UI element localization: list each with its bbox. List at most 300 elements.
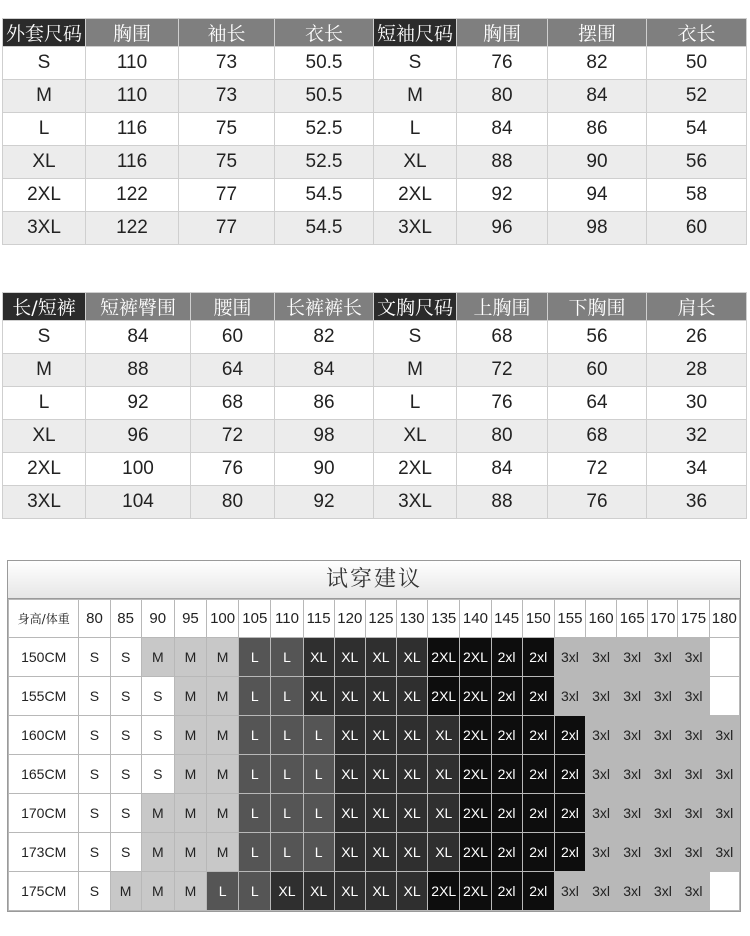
table-cell: 54.5 [275,179,374,212]
table-cell: 80 [457,420,548,453]
size-cell: XL [303,638,334,677]
size-cell: S [79,755,110,794]
table-cell: 36 [647,486,747,519]
column-header: 衣长 [647,19,747,47]
size-cell: 3xl [648,872,678,911]
size-cell: M [207,794,239,833]
size-cell: XL [397,677,428,716]
size-cell: 2XL [460,677,491,716]
size-cell: L [207,872,239,911]
weight-header: 125 [365,600,396,638]
table-cell: 86 [548,113,647,146]
table-header-row [3,19,747,47]
table-cell: 92 [86,387,191,420]
table-cell: XL [3,146,86,179]
size-cell: 3xl [585,833,616,872]
column-header: 肩长 [647,293,747,321]
size-cell: S [110,794,141,833]
table-cell: 56 [647,146,747,179]
table-cell: M [374,80,457,113]
table-cell: M [3,80,86,113]
table-cell: 80 [191,486,275,519]
column-header: 摆围 [548,19,647,47]
size-cell: L [239,794,271,833]
table-row [3,420,747,453]
size-cell: 3xl [617,833,648,872]
size-cell: XL [365,716,396,755]
table-row [3,47,747,80]
pants-bra-size-table [2,292,747,519]
table-row [3,486,747,519]
table-cell: 34 [647,453,747,486]
size-cell: 2XL [428,872,460,911]
table-cell: 94 [548,179,647,212]
size-cell: 3xl [678,833,709,872]
table-cell: 96 [457,212,548,245]
size-cell: S [79,872,110,911]
weight-header: 135 [428,600,460,638]
size-cell: 3xl [648,638,678,677]
table-row [3,354,747,387]
table-cell: 32 [647,420,747,453]
size-cell: L [239,677,271,716]
size-cell: 2xl [522,794,554,833]
table-cell: 28 [647,354,747,387]
size-cell: XL [334,677,365,716]
height-weight-corner: 身高/体重 [9,600,79,638]
size-cell: 2xl [491,716,522,755]
size-cell: L [271,833,303,872]
size-cell: L [271,755,303,794]
table-cell: 3XL [374,486,457,519]
weight-header: 105 [239,600,271,638]
table-cell: 68 [191,387,275,420]
height-label: 160CM [9,716,79,755]
table-cell: 90 [275,453,374,486]
table-row [3,146,747,179]
size-cell: L [239,716,271,755]
size-cell: L [239,833,271,872]
size-cell: XL [365,833,396,872]
table-cell: 98 [275,420,374,453]
column-header: 胸围 [457,19,548,47]
size-cell: 3xl [709,833,739,872]
advice-row [9,638,740,677]
size-cell: 2xl [491,677,522,716]
table-cell: 110 [86,80,179,113]
size-cell: 3xl [648,716,678,755]
size-cell: 2xl [554,716,585,755]
size-cell: M [174,716,206,755]
size-cell: M [207,716,239,755]
weight-header: 175 [678,600,709,638]
weight-header: 180 [709,600,739,638]
size-cell: L [271,716,303,755]
size-cell: XL [428,833,460,872]
table-cell: M [374,354,457,387]
size-cell: 3xl [678,677,709,716]
table-cell: 76 [548,486,647,519]
size-cell: XL [334,794,365,833]
size-cell: 3xl [585,677,616,716]
advice-row [9,794,740,833]
size-cell: L [239,638,271,677]
size-cell: 3xl [617,872,648,911]
size-cell [709,638,739,677]
size-cell: 3xl [678,794,709,833]
size-cell: XL [397,833,428,872]
size-cell: 3xl [585,638,616,677]
size-cell: M [207,833,239,872]
table-cell: 68 [457,321,548,354]
weight-header: 115 [303,600,334,638]
size-cell: S [79,638,110,677]
height-label: 170CM [9,794,79,833]
size-cell: M [174,833,206,872]
size-cell: XL [397,638,428,677]
table-cell: 50.5 [275,80,374,113]
column-header: 衣长 [275,19,374,47]
size-cell: XL [271,872,303,911]
size-cell: M [207,755,239,794]
table-cell: 90 [548,146,647,179]
size-cell: XL [428,794,460,833]
table-cell: 84 [548,80,647,113]
size-cell: S [79,833,110,872]
weight-header: 100 [207,600,239,638]
column-header: 外套尺码 [3,19,86,47]
weight-header: 85 [110,600,141,638]
size-cell: 2XL [460,833,491,872]
table-cell: 30 [647,387,747,420]
table-cell: 82 [548,47,647,80]
table-cell: XL [374,420,457,453]
size-cell: M [174,872,206,911]
weight-header: 140 [460,600,491,638]
weight-header: 110 [271,600,303,638]
size-cell: XL [397,794,428,833]
table-cell: 80 [457,80,548,113]
advice-row [9,833,740,872]
table-cell: 75 [179,146,275,179]
table-cell: 72 [457,354,548,387]
table-cell: XL [3,420,86,453]
table-cell: 122 [86,179,179,212]
size-cell: 3xl [648,833,678,872]
size-cell: 3xl [554,872,585,911]
table-cell: 2XL [3,453,86,486]
size-cell: XL [397,716,428,755]
size-cell: M [174,755,206,794]
size-cell: 2XL [460,872,491,911]
size-cell: XL [334,872,365,911]
table-row [3,179,747,212]
size-cell: M [174,794,206,833]
size-cell: S [79,677,110,716]
table-cell: S [374,47,457,80]
weight-header: 155 [554,600,585,638]
size-cell: 2xl [522,755,554,794]
table-cell: 60 [647,212,747,245]
weight-header-row [9,600,740,638]
table-cell: 56 [548,321,647,354]
table-cell: 3XL [3,212,86,245]
size-cell: 3xl [678,872,709,911]
size-cell: L [239,872,271,911]
size-cell: 2xl [554,833,585,872]
size-cell: XL [397,872,428,911]
table-cell: 76 [457,387,548,420]
table-cell: 3XL [3,486,86,519]
column-header: 长/短裤 [3,293,86,321]
table-cell: 60 [548,354,647,387]
fitting-advice-title: 试穿建议 [8,561,740,599]
table-cell: 98 [548,212,647,245]
size-cell: L [303,716,334,755]
table-cell: 86 [275,387,374,420]
table-row [3,387,747,420]
table-cell: XL [374,146,457,179]
weight-header: 130 [397,600,428,638]
advice-row [9,872,740,911]
size-cell: XL [303,872,334,911]
table-cell: 60 [191,321,275,354]
height-label: 155CM [9,677,79,716]
advice-row [9,677,740,716]
size-cell: XL [334,833,365,872]
table-cell: L [374,387,457,420]
table-cell: 76 [457,47,548,80]
size-cell: S [79,716,110,755]
size-cell: 2xl [522,872,554,911]
size-cell: 2XL [428,677,460,716]
size-cell: XL [365,872,396,911]
column-header: 胸围 [86,19,179,47]
size-cell: M [141,638,174,677]
size-cell: XL [334,755,365,794]
table-cell: 84 [457,453,548,486]
size-cell: XL [428,716,460,755]
table-cell: 2XL [3,179,86,212]
column-header: 文胸尺码 [374,293,457,321]
size-cell: 2xl [491,833,522,872]
size-cell: XL [428,755,460,794]
size-cell: 3xl [709,755,739,794]
size-cell: 2XL [460,716,491,755]
size-cell: L [271,638,303,677]
fitting-advice-panel [7,560,741,912]
table-cell: 82 [275,321,374,354]
table-cell: 75 [179,113,275,146]
table-cell: 68 [548,420,647,453]
table-cell: 58 [647,179,747,212]
size-cell: L [303,833,334,872]
table-cell: 64 [548,387,647,420]
size-cell: 3xl [648,677,678,716]
size-cell: M [207,677,239,716]
table-cell: S [374,321,457,354]
table-cell: 54 [647,113,747,146]
size-cell: L [239,755,271,794]
weight-header: 170 [648,600,678,638]
column-header: 短裤臀围 [86,293,191,321]
table-cell: S [3,47,86,80]
jacket-tshirt-size-table [2,18,747,245]
size-cell: M [110,872,141,911]
table-cell: 72 [548,453,647,486]
table-cell: 84 [86,321,191,354]
column-header: 下胸围 [548,293,647,321]
size-cell: XL [303,677,334,716]
height-label: 175CM [9,872,79,911]
table-cell: 50 [647,47,747,80]
size-cell: S [79,794,110,833]
size-cell: L [303,755,334,794]
size-cell: XL [365,794,396,833]
size-cell: 3xl [709,794,739,833]
table-header-row [3,293,747,321]
table-cell: L [3,387,86,420]
table-cell: 64 [191,354,275,387]
weight-header: 145 [491,600,522,638]
table-cell: 88 [86,354,191,387]
size-cell: L [271,794,303,833]
table-cell: 116 [86,113,179,146]
weight-header: 95 [174,600,206,638]
size-cell: S [141,677,174,716]
table-cell: S [3,321,86,354]
size-cell: L [303,794,334,833]
size-cell [709,677,739,716]
table-cell: 52 [647,80,747,113]
weight-header: 120 [334,600,365,638]
table-cell: 2XL [374,453,457,486]
table-row [3,453,747,486]
size-cell: XL [365,677,396,716]
size-cell: 3xl [617,716,648,755]
size-cell: 3xl [678,638,709,677]
height-label: 150CM [9,638,79,677]
size-cell: 3xl [617,638,648,677]
size-cell: 3xl [617,755,648,794]
column-header: 腰围 [191,293,275,321]
size-cell: M [174,638,206,677]
table-cell: 76 [191,453,275,486]
table-cell: L [3,113,86,146]
size-cell: 2xl [554,755,585,794]
table-cell: 116 [86,146,179,179]
size-cell: M [174,677,206,716]
table-row [3,321,747,354]
table-cell: 110 [86,47,179,80]
table-cell: 50.5 [275,47,374,80]
table-cell: 73 [179,47,275,80]
size-cell: XL [334,638,365,677]
table-cell: 26 [647,321,747,354]
table-cell: 84 [275,354,374,387]
column-header: 袖长 [179,19,275,47]
table-cell: 84 [457,113,548,146]
weight-header: 160 [585,600,616,638]
size-cell: 3xl [648,755,678,794]
table-cell: L [374,113,457,146]
size-cell: 3xl [585,794,616,833]
table-cell: 2XL [374,179,457,212]
size-cell: 3xl [678,716,709,755]
size-cell: S [141,716,174,755]
table-row [3,212,747,245]
size-cell: M [141,794,174,833]
table-cell: 92 [275,486,374,519]
size-cell: 3xl [585,716,616,755]
table-cell: 52.5 [275,146,374,179]
size-cell [709,872,739,911]
size-cell: 3xl [585,755,616,794]
size-cell: 2xl [522,716,554,755]
table-cell: 92 [457,179,548,212]
size-cell: 3xl [648,794,678,833]
advice-row [9,755,740,794]
table-cell: 77 [179,179,275,212]
size-cell: XL [397,755,428,794]
size-cell: S [110,755,141,794]
table-cell: 73 [179,80,275,113]
size-cell: 2xl [554,794,585,833]
size-cell: 2xl [491,755,522,794]
size-cell: M [207,638,239,677]
height-label: 165CM [9,755,79,794]
size-cell: 3xl [617,677,648,716]
table-row [3,113,747,146]
size-cell: 2xl [491,638,522,677]
size-cell: XL [365,638,396,677]
size-cell: 3xl [554,638,585,677]
table-row [3,80,747,113]
size-cell: 3xl [585,872,616,911]
column-header: 上胸围 [457,293,548,321]
table-cell: 72 [191,420,275,453]
fitting-advice-grid [8,599,740,911]
size-cell: 3xl [678,755,709,794]
table-cell: 52.5 [275,113,374,146]
size-cell: S [110,833,141,872]
size-cell: 2XL [428,638,460,677]
size-cell: 2xl [522,638,554,677]
table-cell: 100 [86,453,191,486]
size-cell: S [110,677,141,716]
table-cell: 3XL [374,212,457,245]
size-cell: XL [334,716,365,755]
table-cell: 77 [179,212,275,245]
table-cell: 122 [86,212,179,245]
table-cell: M [3,354,86,387]
size-cell: 2xl [522,677,554,716]
size-cell: 2xl [491,872,522,911]
weight-header: 150 [522,600,554,638]
size-cell: 2xl [522,833,554,872]
weight-header: 165 [617,600,648,638]
table-cell: 104 [86,486,191,519]
size-cell: S [110,638,141,677]
size-cell: M [141,833,174,872]
table-cell: 96 [86,420,191,453]
table-cell: 88 [457,146,548,179]
table-cell: 88 [457,486,548,519]
height-label: 173CM [9,833,79,872]
size-cell: 3xl [554,677,585,716]
size-cell: M [141,872,174,911]
size-cell: 3xl [617,794,648,833]
